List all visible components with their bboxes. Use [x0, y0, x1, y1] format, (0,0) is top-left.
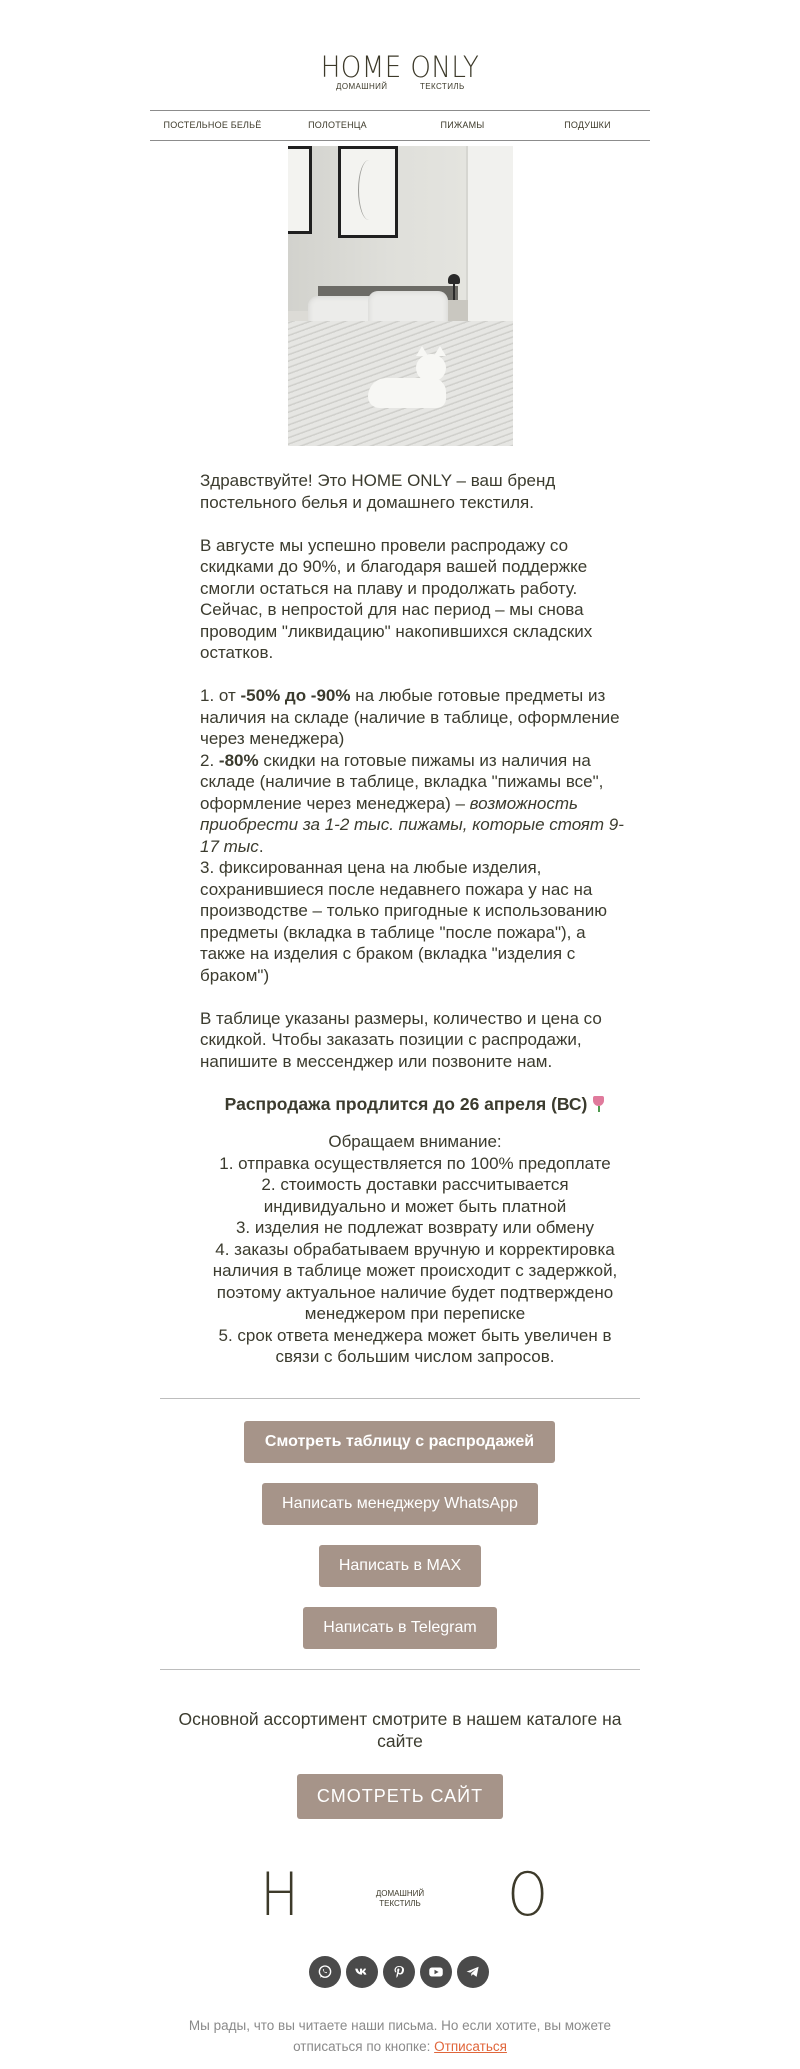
- sale-deadline: Распродажа продлится до 26 апреля (ВС): [200, 1094, 630, 1116]
- logo-subtitle-right: ТЕКСТИЛЬ: [420, 82, 465, 91]
- email-header: [0, 0, 800, 110]
- footer-logo-subtitle: ДОМАШНИЙ ТЕКСТИЛЬ: [375, 1889, 425, 1908]
- hero-sketch: [358, 160, 380, 220]
- divider: [160, 1398, 640, 1399]
- brand-logo[interactable]: HOME ONLY: [320, 50, 480, 84]
- nav-item-towels[interactable]: ПОЛОТЕНЦА: [308, 120, 367, 130]
- greeting-text: Здравствуйте! Это HOME ONLY – ваш бренд постельного белья и домашнего текстиля.: [200, 471, 556, 512]
- footer-logo-letter-h: H: [260, 1860, 299, 1930]
- hero-lamp-stem: [453, 284, 455, 300]
- logo-subtitle-left: ДОМАШНИЙ: [336, 82, 388, 91]
- hero-cat-body: [368, 378, 446, 408]
- email-body: [200, 470, 630, 1368]
- attention-title: Обращаем внимание:: [328, 1132, 502, 1151]
- divider: [160, 1669, 640, 1670]
- attention-item: 2. стоимость доставки рассчитывается индивидуально и может быть платной: [261, 1175, 569, 1216]
- offer-item-1: 1. от -50% до -90% на любые готовые предметы из наличия на складе (наличие в таблице, оформление через менеджера): [200, 686, 620, 748]
- pinterest-icon[interactable]: [383, 1956, 415, 1988]
- hero-cat-head: [416, 354, 446, 382]
- catalog-text: Основной ассортимент смотрите в нашем каталоге на сайте: [178, 1709, 622, 1751]
- view-sale-table-button[interactable]: Смотреть таблицу с распродажей: [244, 1421, 555, 1463]
- attention-item: 1. отправка осуществляется по 100% предоплате: [219, 1153, 611, 1173]
- vk-icon[interactable]: [346, 1956, 378, 1988]
- intro-text: В августе мы успешно провели распродажу со скидками до 90%, и благодаря вашей поддержке смогли остаться на плаву и продолжать работу. Сейчас, в непростой для нас период – мы снова проводим "ликвидацию" накопившихся складских остатков.: [200, 535, 593, 662]
- footer-logo-letter-o: O: [507, 1860, 548, 1930]
- telegram-icon[interactable]: [457, 1956, 489, 1988]
- attention-block: [200, 1131, 630, 1368]
- youtube-icon[interactable]: [420, 1956, 452, 1988]
- nav-item-bedding[interactable]: ПОСТЕЛЬНОЕ БЕЛЬЁ: [163, 120, 262, 130]
- hero-door: [466, 146, 513, 336]
- whatsapp-icon[interactable]: [309, 1956, 341, 1988]
- table-note: В таблице указаны размеры, количество и цена со скидкой. Чтобы заказать позиции с распродажи, напишите в мессенджер или позвоните нам.: [200, 1008, 602, 1071]
- attention-item: 5. срок ответа менеджера может быть увеличен в связи с большим числом запросов.: [218, 1325, 612, 1366]
- hero-image-cat-on-bed: [288, 146, 513, 446]
- attention-item: 4. заказы обрабатываем вручную и корректировка наличия в таблице может происходит с задержкой, поэтому актуальное наличие будет подтверждено менеджером при переписке: [212, 1239, 618, 1323]
- whatsapp-manager-button[interactable]: Написать менеджеру WhatsApp: [262, 1483, 538, 1525]
- hero-frame-left: [288, 146, 312, 234]
- tulip-icon: [591, 1096, 605, 1112]
- hero-lamp: [448, 274, 460, 284]
- unsubscribe-link[interactable]: Отписаться: [434, 2039, 507, 2054]
- attention-item: 3. изделия не подлежат возврату или обмену: [235, 1218, 595, 1237]
- category-nav: [150, 110, 650, 141]
- offer-item-3: 3. фиксированная цена на любые изделия, сохранившиеся после недавнего пожара у нас на производстве – только пригодные к использованию предметы (вкладка в таблице "после пожара"), а также на изделия с браком (вкладка "изделия с браком"): [200, 858, 607, 985]
- max-button[interactable]: Написать в MAX: [319, 1545, 481, 1587]
- social-links: [309, 1956, 489, 1988]
- offer-item-2: 2. -80% скидки на готовые пижамы из наличия на складе (наличие в таблице, вкладка "пижамы все", оформление через менеджера) – возможность приобрести за 1-2 тыс. пижамы, которые стоят 9-17 тыс.: [200, 750, 624, 856]
- telegram-button[interactable]: Написать в Telegram: [303, 1607, 497, 1649]
- unsubscribe-note: Мы рады, что вы читаете наши письма. Но если хотите, вы можете отписаться по кнопке: Отписаться: [188, 2018, 612, 2054]
- view-site-button[interactable]: СМОТРЕТЬ САЙТ: [297, 1774, 503, 1819]
- nav-item-pillows[interactable]: ПОДУШКИ: [564, 120, 611, 130]
- nav-item-pajamas[interactable]: ПИЖАМЫ: [440, 120, 485, 130]
